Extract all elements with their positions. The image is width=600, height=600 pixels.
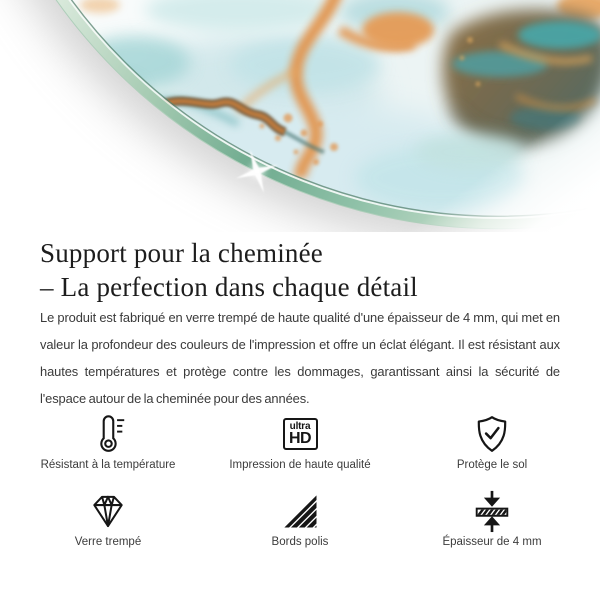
feature-label: Épaisseur de 4 mm bbox=[442, 536, 542, 548]
feature-label: Impression de haute qualité bbox=[229, 459, 371, 471]
ultra-hd-icon-text-top: ultra bbox=[289, 421, 311, 432]
ultra-hd-icon-text-bottom: HD bbox=[288, 430, 312, 447]
features-grid bbox=[0, 412, 600, 550]
text-content bbox=[0, 236, 600, 412]
thermometer-icon bbox=[87, 412, 129, 456]
feature-floor-protection bbox=[396, 412, 588, 473]
diamond-icon bbox=[87, 489, 129, 533]
feature-polished-edges bbox=[204, 489, 396, 550]
page-title-line1: Support pour la cheminée bbox=[40, 238, 323, 268]
thickness-4mm-icon bbox=[470, 489, 514, 533]
product-description: Le produit est fabriqué en verre trempé de haute qualité d'une épaisseur de 4 mm, qui met en valeur la profondeur des couleurs de l'impression et offre un éclat élégant. Il est résistant aux hautes températures et protège contre les dommages, garantissant ainsi la sécurité de l'espace autour de la cheminée pour des années. bbox=[40, 310, 560, 406]
page-title bbox=[40, 236, 560, 304]
feature-temperature bbox=[12, 412, 204, 473]
feature-label: Verre trempé bbox=[74, 536, 142, 548]
polished-edges-icon bbox=[280, 489, 320, 533]
feature-thickness bbox=[396, 489, 588, 550]
feature-label: Bords polis bbox=[271, 536, 329, 548]
bottom-right-fade bbox=[0, 0, 600, 232]
feature-label: Résistant à la température bbox=[40, 459, 176, 471]
product-image bbox=[0, 0, 600, 232]
feature-print-quality bbox=[204, 412, 396, 473]
page-title-line2: – La perfection dans chaque détail bbox=[40, 272, 418, 302]
feature-tempered-glass bbox=[12, 489, 204, 550]
feature-label: Protège le sol bbox=[456, 459, 528, 471]
shield-check-icon bbox=[472, 412, 512, 456]
ultra-hd-icon bbox=[283, 412, 318, 456]
